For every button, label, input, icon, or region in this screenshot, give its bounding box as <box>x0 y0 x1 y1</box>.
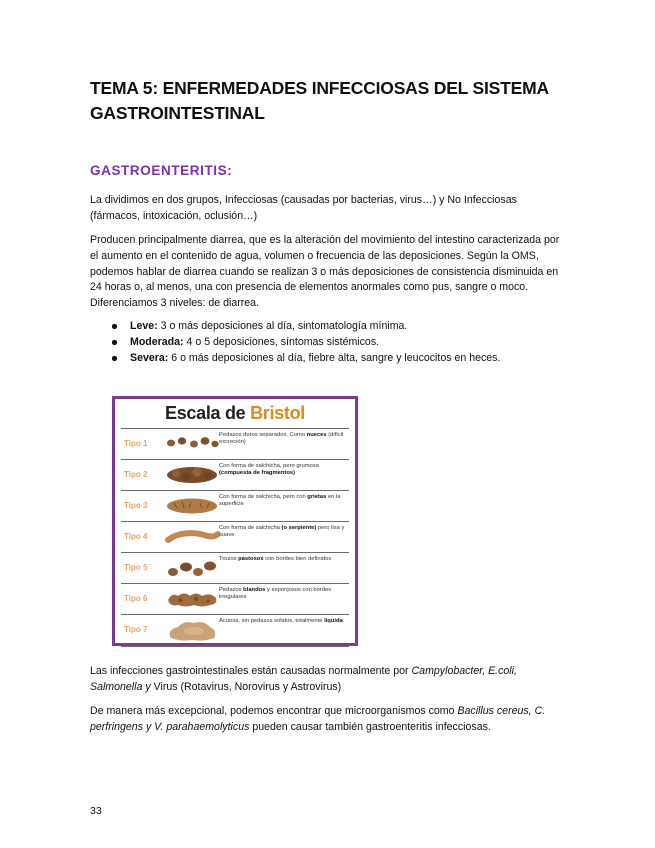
bristol-row <box>121 552 349 584</box>
desc-text: Pedazos <box>219 587 244 593</box>
level-term: Severa: <box>130 352 169 364</box>
desc-text: Con forma de salchicha, pero con <box>219 494 308 500</box>
stool-type7-icon <box>164 617 220 643</box>
bristol-row <box>121 490 349 522</box>
level-term: Leve: <box>130 320 158 332</box>
stool-type1-icon <box>164 431 220 457</box>
page-title: TEMA 5: ENFERMEDADES INFECCIOSAS DEL SISTEMA GASTROINTESTINAL <box>90 78 549 123</box>
severity-list <box>112 318 552 366</box>
bristol-row-description <box>219 587 351 601</box>
bristol-row <box>121 459 349 491</box>
stool-type4-icon <box>164 524 220 550</box>
desc-text: (difícil excreción) <box>219 432 344 446</box>
desc-text: Con forma de salchicha, pero grumosa <box>219 463 319 469</box>
bristol-row-description <box>219 556 351 563</box>
section-heading: GASTROENTERITIS: <box>90 163 233 178</box>
bristol-row-description <box>219 525 351 539</box>
desc-bold: (o serpiente) <box>281 525 317 531</box>
organism-names: Campylobacter, E.coli, Salmonella y <box>90 665 517 693</box>
bristol-title-part: Escala de <box>165 403 251 423</box>
bristol-row <box>121 583 349 615</box>
desc-text: en la superficie <box>219 494 341 508</box>
desc-text: Trozos <box>219 556 239 562</box>
desc-bold: blandos <box>243 587 266 593</box>
stool-type6-icon <box>164 586 220 612</box>
desc-bold: nueces <box>306 432 327 438</box>
bristol-row <box>121 614 349 647</box>
bristol-title-accent: Bristol <box>250 403 305 423</box>
bristol-row-label: Tipo 2 <box>124 470 148 479</box>
bristol-row <box>121 521 349 553</box>
desc-text: Con forma de salchicha <box>219 525 282 531</box>
bristol-row-description <box>219 463 351 477</box>
desc-text: y esponjosos con bordes irregulares <box>219 587 332 601</box>
bristol-row-label: Tipo 6 <box>124 594 148 603</box>
level-text: 4 o 5 deposiciones, síntomas sistémicos. <box>183 336 380 348</box>
exceptional-text: De manera más excepcional, podemos encontrar que microorganismos como <box>90 705 458 717</box>
stool-type2-icon <box>164 462 220 488</box>
causes-text: Virus (Rotavirus, Norovirus y Astrovirus) <box>153 680 342 693</box>
desc-bold: líquida <box>324 618 343 624</box>
desc-bold: grietas <box>307 494 327 500</box>
bristol-row-description <box>219 494 351 508</box>
causes-text: Las infecciones gastrointestinales están causadas normalmente por <box>90 665 412 677</box>
desc-text: con bordes bien definidos <box>263 556 332 562</box>
desc-text: Acuosa, sin pedazos sólidos, totalmente <box>219 618 325 624</box>
bristol-row-label: Tipo 4 <box>124 532 148 541</box>
bristol-row-label: Tipo 1 <box>124 439 148 448</box>
level-text: 3 o más deposiciones al día, sintomatología mínima. <box>157 320 408 332</box>
bristol-row-label: Tipo 5 <box>124 563 148 572</box>
bristol-row-description <box>219 432 351 446</box>
list-item <box>112 318 552 334</box>
stool-type3-icon <box>164 493 220 519</box>
causes-paragraph <box>90 664 560 696</box>
intro-paragraph: La dividimos en dos grupos, Infecciosas (causadas por bacterias, virus…) y No Infecciosas (fármacos, intoxicación, oclusión…) <box>90 194 517 222</box>
bristol-row-description <box>219 618 351 625</box>
organism-names: Bacillus cereus, C. perfringens y V. parahaemolyticus <box>90 705 546 733</box>
bristol-row <box>121 428 349 460</box>
bristol-scale-title <box>115 403 355 424</box>
desc-bold: pastosos <box>238 556 264 562</box>
list-item <box>112 334 552 350</box>
level-text: 6 o más deposiciones al día, fiebre alta, sangre y leucocitos en heces. <box>168 352 501 364</box>
desc-text: Pedazos duros separados. Como <box>219 432 307 438</box>
bristol-row-label: Tipo 7 <box>124 625 148 634</box>
stool-type5-icon <box>164 555 220 581</box>
desc-text: pero lisa y suave <box>219 525 345 539</box>
level-term: Moderada: <box>130 336 184 348</box>
desc-bold: (compuesta de fragmentos) <box>219 470 296 477</box>
list-item <box>112 350 552 366</box>
diarrhea-paragraph: Producen principalmente diarrea, que es la alteración del movimiento del intestino caracterizada por el aumento en el contenido de agua, volumen o frecuencia de las deposiciones. Según la OMS, podemos hablar de diarrea cuando se realizan 3 o más deposiciones de consistencia disminuida en 24 horas o, al menos, una con presencia de elementos anormales como pus, sangre o moco. Diferenciamos 3 niveles: de diarrea. <box>90 234 560 310</box>
exceptional-text: pueden causar también gastroenteritis infecciosas. <box>249 720 491 733</box>
exceptional-paragraph <box>90 704 560 736</box>
page-number: 33 <box>90 805 102 817</box>
bristol-scale-figure <box>112 396 358 646</box>
bristol-row-label: Tipo 3 <box>124 501 148 510</box>
